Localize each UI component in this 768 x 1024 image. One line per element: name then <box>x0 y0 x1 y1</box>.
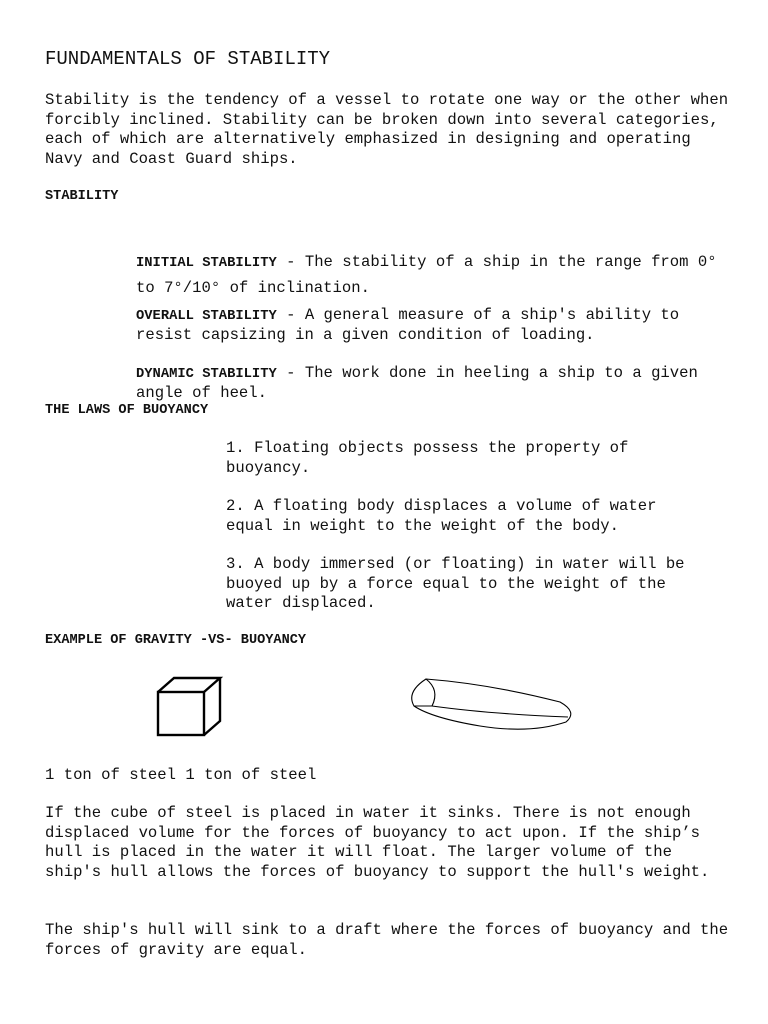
definition-text: - The stability of a ship in the range from 0° to 7°/10° of inclination. <box>136 253 726 297</box>
example-heading: EXAMPLE OF GRAVITY -VS- BUOYANCY <box>45 633 307 648</box>
sinking-paragraph: If the cube of steel is placed in water it sinks. There is not enough displaced volume for the forces of buoyancy to act upon. If the ship’s hull is placed in the water it will float. The larger volume of the ship's hull allows the forces of buoyancy to support the hull's weight. <box>45 804 710 881</box>
definition-term: OVERALL STABILITY <box>136 308 277 324</box>
definition-term: DYNAMIC STABILITY <box>136 366 277 382</box>
definition-overall <box>136 286 736 346</box>
illustration-caption: 1 ton of steel 1 ton of steel <box>45 766 317 784</box>
steel-cube-illustration <box>150 670 230 742</box>
definition-text: - A general measure of a ship's ability to resist capsizing in a given condition of loading. <box>136 305 689 345</box>
ship-hull-illustration <box>400 670 580 745</box>
law-item: 3. A body immersed (or floating) in water will be buoyed up by a force equal to the weight of the water displaced. <box>226 555 694 613</box>
page-title: FUNDAMENTALS OF STABILITY <box>45 48 331 70</box>
law-item: 2. A floating body displaces a volume of water equal in weight to the weight of the body. <box>226 497 666 535</box>
draft-paragraph: The ship's hull will sink to a draft where the forces of buoyancy and the forces of gravity are equal. <box>45 921 738 959</box>
definition-term: INITIAL STABILITY <box>136 256 277 271</box>
intro-paragraph: Stability is the tendency of a vessel to rotate one way or the other when forcibly inclined. Stability can be broken down into several categories, each of which are alternatively emphasized in designing and operating Navy and Coast Guard ships. <box>45 91 738 168</box>
law-item: 1. Floating objects possess the property of buoyancy. <box>226 439 638 477</box>
definition-dynamic <box>136 344 736 404</box>
stability-heading: STABILITY <box>45 189 119 204</box>
laws-heading: THE LAWS OF BUOYANCY <box>45 403 209 418</box>
definition-text: - The work done in heeling a ship to a given angle of heel. <box>136 363 708 403</box>
